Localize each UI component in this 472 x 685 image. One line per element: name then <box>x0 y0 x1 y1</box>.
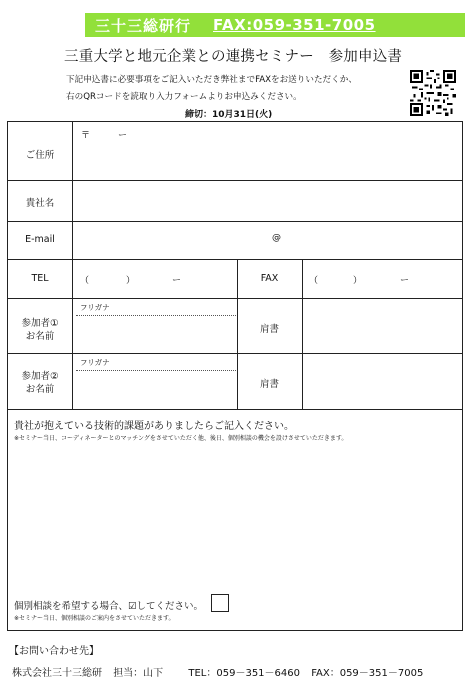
row-divider <box>8 353 462 354</box>
instruction-line-2: 右のQRコードを読取り入力フォームよりお申込みください。 <box>66 92 302 102</box>
tel-input[interactable] <box>74 261 236 297</box>
company-name-input[interactable] <box>74 182 462 220</box>
fax-paren-close: ） <box>353 276 363 286</box>
email-input[interactable] <box>74 223 462 258</box>
participant-2-title-input[interactable] <box>304 355 462 408</box>
participant-2-label: 参加者② <box>21 371 59 382</box>
contact-person: 担当：山下 <box>113 668 164 679</box>
application-form <box>7 121 463 631</box>
fax-dash: ー <box>400 276 410 286</box>
technical-issues-textarea[interactable] <box>12 444 460 584</box>
address-input[interactable] <box>74 124 462 179</box>
tel-dash: ー <box>172 276 182 286</box>
row-divider <box>8 298 462 299</box>
contact-heading: 【お問い合わせ先】 <box>9 646 99 657</box>
participant-1-title-input[interactable] <box>304 300 462 352</box>
participant-1-label: 参加者① <box>21 318 59 329</box>
column-divider <box>302 259 303 409</box>
document-title: 三重大学と地元企業との連携セミナー 参加申込書 <box>64 49 403 65</box>
fax-label: FAX <box>260 273 279 284</box>
participant-1-title-label: 肩書 <box>259 324 279 335</box>
contact-line <box>12 664 431 679</box>
tel-paren-open: （ <box>80 276 90 286</box>
email-at-sign: @ <box>272 233 281 243</box>
participant-2-furigana-label: フリガナ <box>80 358 110 367</box>
header-band <box>85 13 465 37</box>
address-label: ご住所 <box>25 150 55 161</box>
participant-2-name-input[interactable] <box>74 355 236 408</box>
qr-code-icon[interactable] <box>410 70 456 116</box>
row-divider <box>8 221 462 222</box>
participant-1-name-label: お名前 <box>25 331 55 342</box>
participant-1-furigana-label: フリガナ <box>80 303 110 312</box>
deadline: 締切：10月31日(火) <box>185 110 273 120</box>
contact-company: 株式会社三十三総研 <box>12 668 102 679</box>
email-label: E-mail <box>25 234 55 245</box>
consultation-note: ※セミナー当日、個別相談のご案内をさせていただきます。 <box>14 615 175 622</box>
fax-paren-open: （ <box>309 276 319 286</box>
row-divider <box>8 180 462 181</box>
row-divider <box>8 259 462 260</box>
participant-1-name-input[interactable] <box>74 300 236 352</box>
contact-fax[interactable]: FAX：059－351－7005 <box>311 668 424 679</box>
consultation-label: 個別相談を希望する場合、☑してください。 <box>14 601 204 612</box>
consultation-checkbox[interactable] <box>211 594 229 612</box>
contact-tel[interactable]: TEL：059－351－6460 <box>188 668 300 679</box>
company-name-label: 貴社名 <box>25 198 55 209</box>
tel-label: TEL <box>31 273 49 284</box>
tel-paren-close: ） <box>126 276 136 286</box>
postal-mark: 〒 <box>81 131 91 141</box>
header-company: 三十三総研行 <box>95 16 192 35</box>
fax-input[interactable] <box>304 261 462 297</box>
technical-issues-title: 貴社が抱えている技術的課題がありましたらご記入ください。 <box>14 421 294 432</box>
technical-issues-note: ※セミナー当日、コーディネーターとのマッチングをさせていただく他、後日、個別相談の機会を設けさせていただきます。 <box>14 435 348 442</box>
postal-dash: ー <box>118 131 128 141</box>
participant-2-title-label: 肩書 <box>259 379 279 390</box>
header-fax-number[interactable]: FAX:059-351-7005 <box>213 16 376 34</box>
label-column-divider <box>72 122 73 409</box>
row-divider <box>8 409 462 410</box>
participant-2-name-label: お名前 <box>25 384 55 395</box>
instruction-line-1: 下記申込書に必要事項をご記入いただき弊社までFAXをお送りいただくか、 <box>66 75 357 85</box>
